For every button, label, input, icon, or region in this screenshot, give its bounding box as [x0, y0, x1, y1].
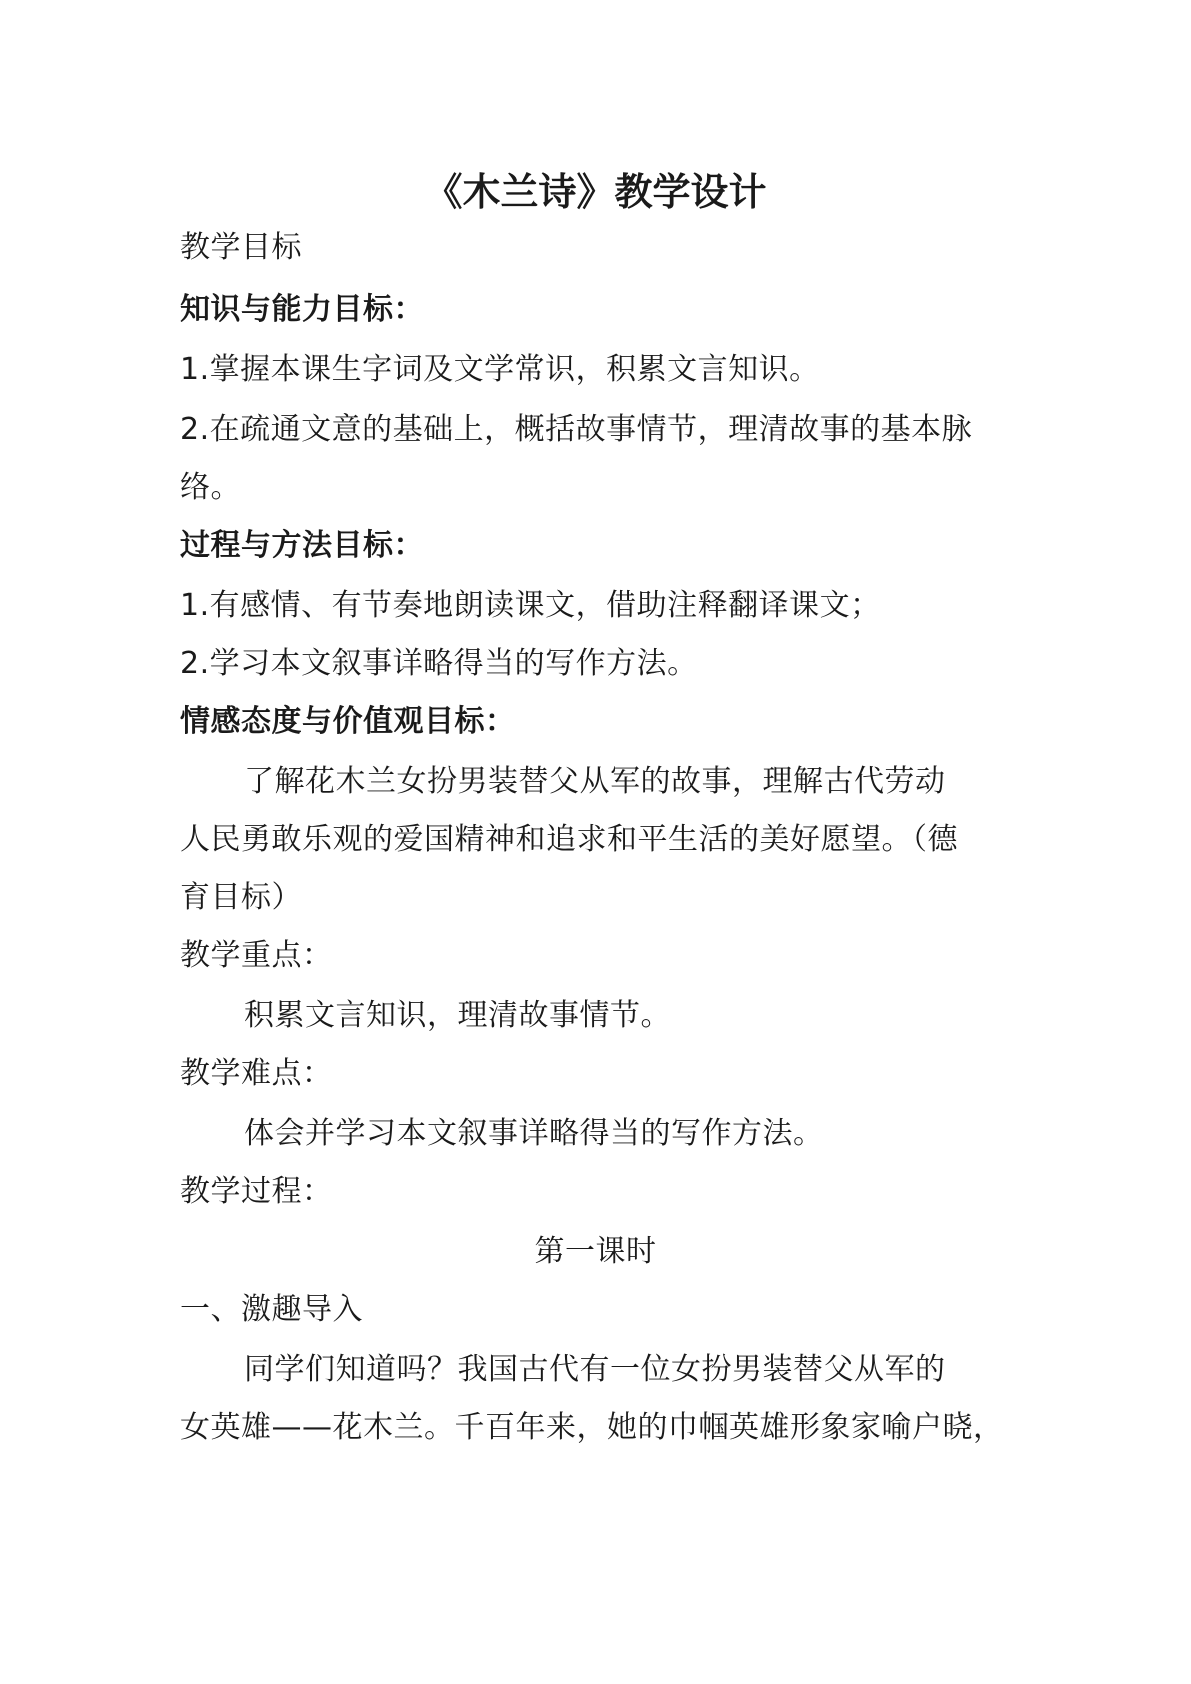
- document-title: 《木兰诗》教学设计: [424, 170, 767, 214]
- goal-item: 2.学习本文叙事详略得当的写作方法。: [180, 646, 698, 681]
- goal-item: 2.在疏通文意的基础上，概括故事情节，理清故事的基本脉: [180, 412, 973, 447]
- paragraph-line: 体会并学习本文叙事详略得当的写作方法。: [244, 1116, 824, 1151]
- goal-item: 1.掌握本课生字词及文学常识，积累文言知识。: [180, 352, 820, 387]
- goal-item: 1.有感情、有节奏地朗读课文，借助注释翻译课文；: [180, 588, 881, 623]
- lesson-period-heading: 第一课时: [534, 1234, 657, 1269]
- paragraph-line: 积累文言知识，理清故事情节。: [244, 998, 671, 1033]
- subheading-emotion-values: 情感态度与价值观目标：: [180, 704, 516, 739]
- subheading-process-method: 过程与方法目标：: [180, 528, 424, 563]
- paragraph-line: 人民勇敢乐观的爱国精神和追求和平生活的美好愿望。（德: [180, 822, 958, 857]
- paragraph-line: 同学们知道吗？我国古代有一位女扮男装替父从军的: [244, 1352, 946, 1387]
- section-heading-key-points: 教学重点：: [180, 938, 333, 973]
- subheading-knowledge-ability: 知识与能力目标：: [180, 292, 424, 327]
- paragraph-line: 育目标）: [180, 880, 302, 915]
- goal-item-continuation: 络。: [180, 470, 241, 505]
- section-heading-difficulties: 教学难点：: [180, 1056, 333, 1091]
- section-heading-teaching-goals: 教学目标: [180, 230, 302, 265]
- paragraph-line: 了解花木兰女扮男装替父从军的故事，理解古代劳动: [244, 764, 946, 799]
- paragraph-line: 女英雄——花木兰。千百年来，她的巾帼英雄形象家喻户晓，: [180, 1410, 1004, 1445]
- section-heading-process: 教学过程：: [180, 1174, 333, 1209]
- step-heading: 一、激趣导入: [180, 1292, 363, 1327]
